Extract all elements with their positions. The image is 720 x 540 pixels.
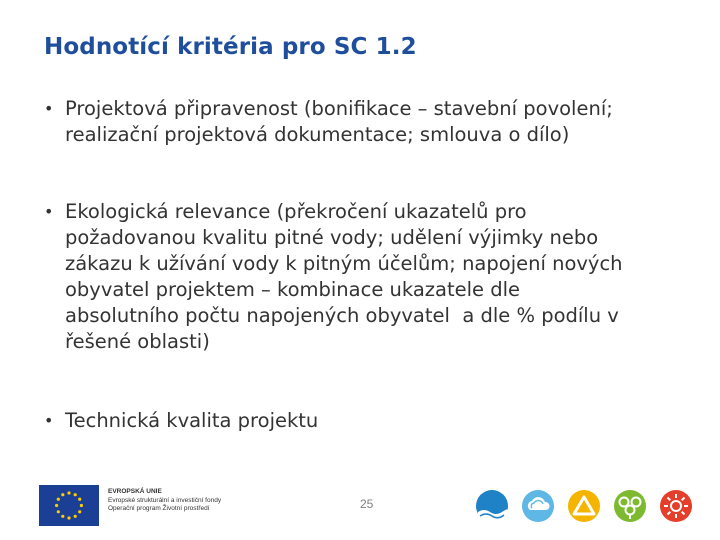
eu-program-text [108, 488, 278, 514]
bullet-line: absolutního počtu napojených obyvatel a dle % podílu v [65, 304, 619, 327]
bullet-text [65, 408, 684, 434]
footer [0, 470, 720, 540]
slide-title: Hodnotící kritéria pro SC 1.2 [44, 34, 417, 60]
bullet-line: realizační projektová dokumentace; smlouva o dílo) [65, 123, 570, 146]
water-drop-logo-icon [474, 488, 510, 524]
triangle-logo-icon [566, 488, 602, 524]
page-number: 25 [360, 497, 374, 511]
eu-line: Operační program Životní prostředí [108, 505, 210, 512]
bullet-item [44, 199, 684, 355]
sun-logo-icon [658, 488, 694, 524]
bullet-dot: • [44, 411, 54, 430]
bullet-text [65, 199, 684, 355]
tree-logo-icon [612, 488, 648, 524]
eu-line: Evropské strukturální a investiční fondy [108, 496, 222, 504]
bullet-line: požadovanou kvalitu pitné vody; udělení výjimky nebo [65, 226, 599, 249]
bullet-line: Projektová připravenost (bonifikace – stavební povolení; [65, 97, 613, 120]
eu-stars-icon [39, 485, 99, 526]
bullet-item [44, 96, 684, 148]
bullet-line: zákazu k užívání vody k pitným účelům; napojení nových [65, 252, 623, 275]
bullet-line: Ekologická relevance (překročení ukazatelů pro [65, 200, 527, 223]
eu-line: EVROPSKÁ UNIE [108, 488, 162, 495]
cloud-logo-icon [520, 488, 556, 524]
bullet-text [65, 96, 684, 148]
bullet-line: Technická kvalita projektu [65, 409, 319, 432]
bullet-item [44, 408, 684, 434]
bullet-line: obyvatel projektem – kombinace ukazatele dle [65, 278, 521, 301]
eu-flag-icon [39, 485, 99, 526]
program-logos [474, 488, 694, 528]
bullet-dot: • [44, 202, 54, 221]
bullet-dot: • [44, 99, 54, 118]
bullet-line: řešené oblasti) [65, 330, 210, 353]
